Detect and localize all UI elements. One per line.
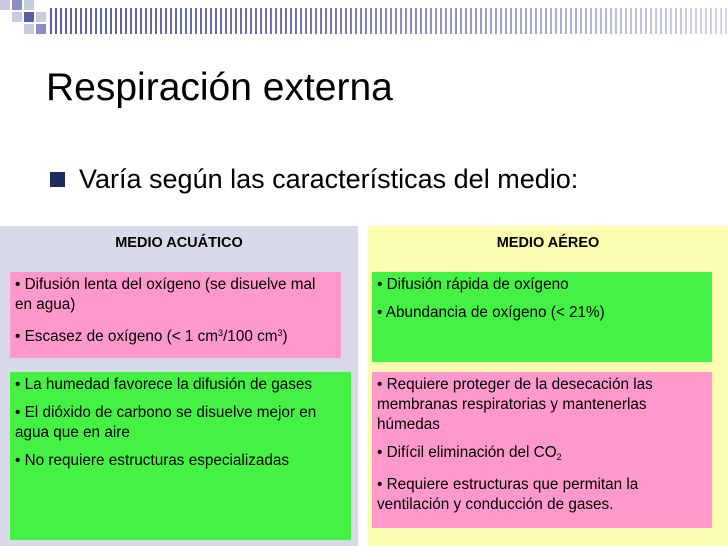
aquatic-oxygen-diffusion: • Difusión lenta del oxígeno (se disuelve mal en agua) (15, 276, 316, 313)
aerial-header: MEDIO AÉREO (496, 235, 600, 251)
aquatic-box-oxygen (10, 272, 341, 358)
aquatic-structures: • No requiere estructuras especializadas (15, 452, 290, 469)
aerial-box-requirements (372, 372, 712, 528)
aerial-oxygen-diffusion: • Difusión rápida de oxígeno (377, 276, 569, 293)
aerial-panel (368, 226, 728, 546)
aerial-co2: • Difícil eliminación del $CO_2$ (377, 444, 562, 462)
aquatic-header: MEDIO ACUÁTICO (115, 235, 243, 251)
aquatic-humidity: • La humedad favorece la difusión de gases (15, 376, 313, 393)
aerial-desiccation: • Requiere proteger de la desecación las membranas respiratorias y mantenerlas húmedas (377, 376, 653, 433)
aerial-structures: • Requiere estructuras que permitan la ventilación y conducción de gases. (377, 476, 639, 513)
aquatic-box-conditions (10, 372, 351, 540)
square-bullet-icon (50, 172, 65, 187)
aquatic-oxygen-scarcity: • Escasez de oxígeno (< 1 $cm^3/100$ $cm^3$) (15, 328, 288, 345)
intro-bullet-text: Varía según las características del medio: (79, 164, 579, 194)
aquatic-co2: • El dióxido de carbono se disuelve mejor en agua que en aire (15, 404, 317, 441)
slide-title: Respiración externa (46, 66, 393, 109)
aquatic-panel (0, 226, 358, 546)
intro-bullet (50, 164, 578, 195)
aerial-oxygen-abundance: • Abundancia de oxígeno (< 21%) (377, 304, 605, 321)
aerial-box-oxygen (372, 272, 712, 362)
